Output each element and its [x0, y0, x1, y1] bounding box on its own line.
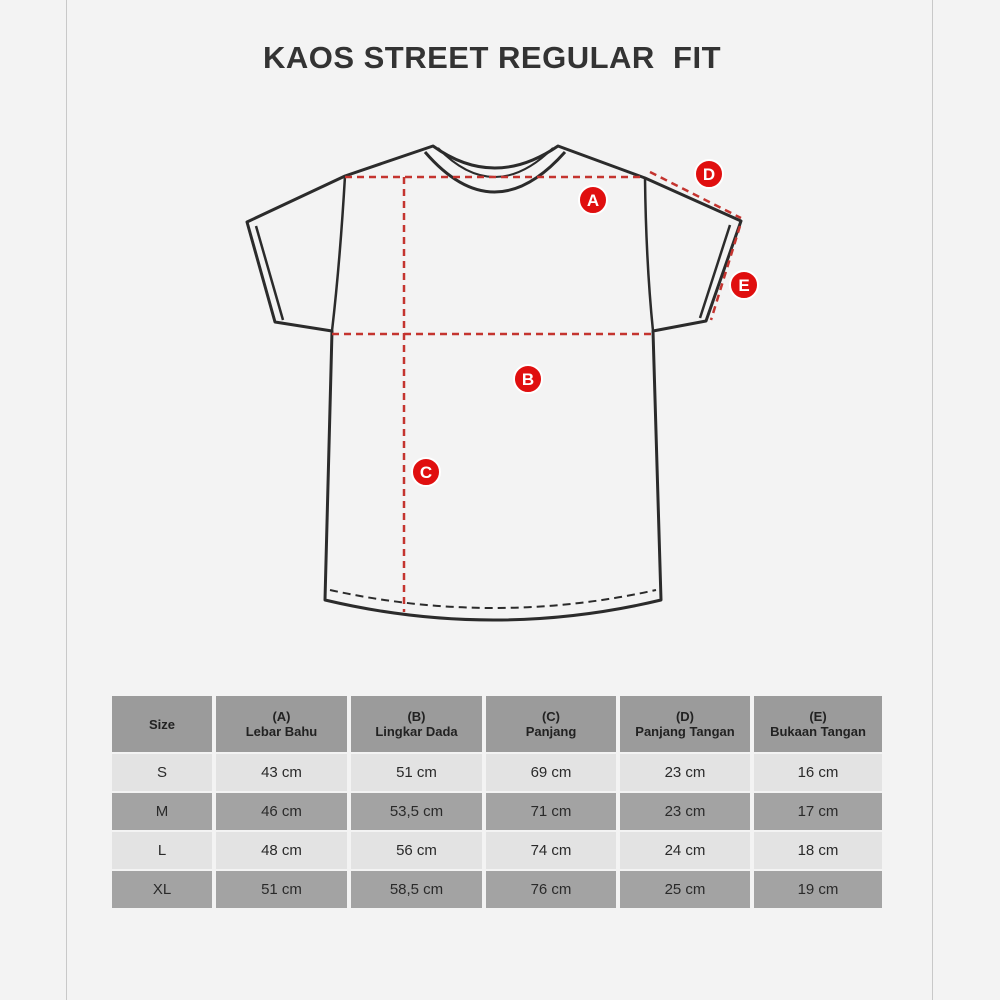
- size-table: [108, 694, 886, 910]
- header-panjang-tangan: [620, 696, 750, 752]
- table-row-s: [112, 754, 882, 791]
- header-label: Panjang Tangan: [635, 724, 735, 739]
- marker-c: [412, 458, 440, 486]
- header-panjang: [486, 696, 616, 752]
- svg-text:E: E: [738, 276, 750, 295]
- header-label: Lingkar Dada: [375, 724, 458, 739]
- cell-bukaan-tangan: 18 cm: [754, 832, 882, 869]
- cell-size: M: [112, 793, 212, 830]
- header-label: Bukaan Tangan: [770, 724, 866, 739]
- cell-bukaan-tangan: 19 cm: [754, 871, 882, 908]
- cell-lingkar-dada: 56 cm: [351, 832, 482, 869]
- svg-text:C: C: [419, 463, 433, 482]
- cell-lebar-bahu: 43 cm: [216, 754, 347, 791]
- tshirt-outline: [247, 146, 741, 620]
- cell-lebar-bahu: 51 cm: [216, 871, 347, 908]
- cell-panjang-tangan: 24 cm: [620, 832, 750, 869]
- header-label: Panjang: [525, 724, 577, 739]
- marker-a: [579, 186, 607, 214]
- page-title: KAOS STREET REGULAR FIT: [262, 40, 722, 75]
- table-row-l: [112, 832, 882, 869]
- header-code: (C): [541, 709, 561, 724]
- cell-panjang: 71 cm: [486, 793, 616, 830]
- cell-lebar-bahu: 46 cm: [216, 793, 347, 830]
- cell-lingkar-dada: 58,5 cm: [351, 871, 482, 908]
- cell-lingkar-dada: 51 cm: [351, 754, 482, 791]
- cell-panjang-tangan: 25 cm: [620, 871, 750, 908]
- header-code: (B): [407, 709, 426, 724]
- header-code: (D): [675, 709, 695, 724]
- marker-b: [514, 365, 542, 393]
- cell-bukaan-tangan: 16 cm: [754, 754, 882, 791]
- cell-size: S: [112, 754, 212, 791]
- cell-lingkar-dada: 53,5 cm: [351, 793, 482, 830]
- cell-panjang-tangan: 23 cm: [620, 793, 750, 830]
- svg-text:B: B: [521, 370, 535, 389]
- cell-bukaan-tangan: 17 cm: [754, 793, 882, 830]
- header-size: [112, 696, 212, 752]
- cell-panjang: 76 cm: [486, 871, 616, 908]
- table-header-row: [112, 696, 882, 752]
- marker-e: [730, 271, 758, 299]
- header-label: Lebar Bahu: [245, 724, 318, 739]
- cell-panjang: 69 cm: [486, 754, 616, 791]
- header-lingkar-dada: [351, 696, 482, 752]
- cell-size: L: [112, 832, 212, 869]
- header-code: (E): [809, 709, 827, 724]
- table-row-m: [112, 793, 882, 830]
- cell-size: XL: [112, 871, 212, 908]
- marker-d: [695, 160, 723, 188]
- header-code: (A): [272, 709, 291, 724]
- header-lebar-bahu: [216, 696, 347, 752]
- cell-lebar-bahu: 48 cm: [216, 832, 347, 869]
- cell-panjang-tangan: 23 cm: [620, 754, 750, 791]
- cell-panjang: 74 cm: [486, 832, 616, 869]
- table-row-xl: [112, 871, 882, 908]
- header-label: Size: [148, 716, 175, 732]
- svg-text:A: A: [586, 191, 600, 210]
- svg-text:D: D: [702, 165, 716, 184]
- header-bukaan-tangan: [754, 696, 882, 752]
